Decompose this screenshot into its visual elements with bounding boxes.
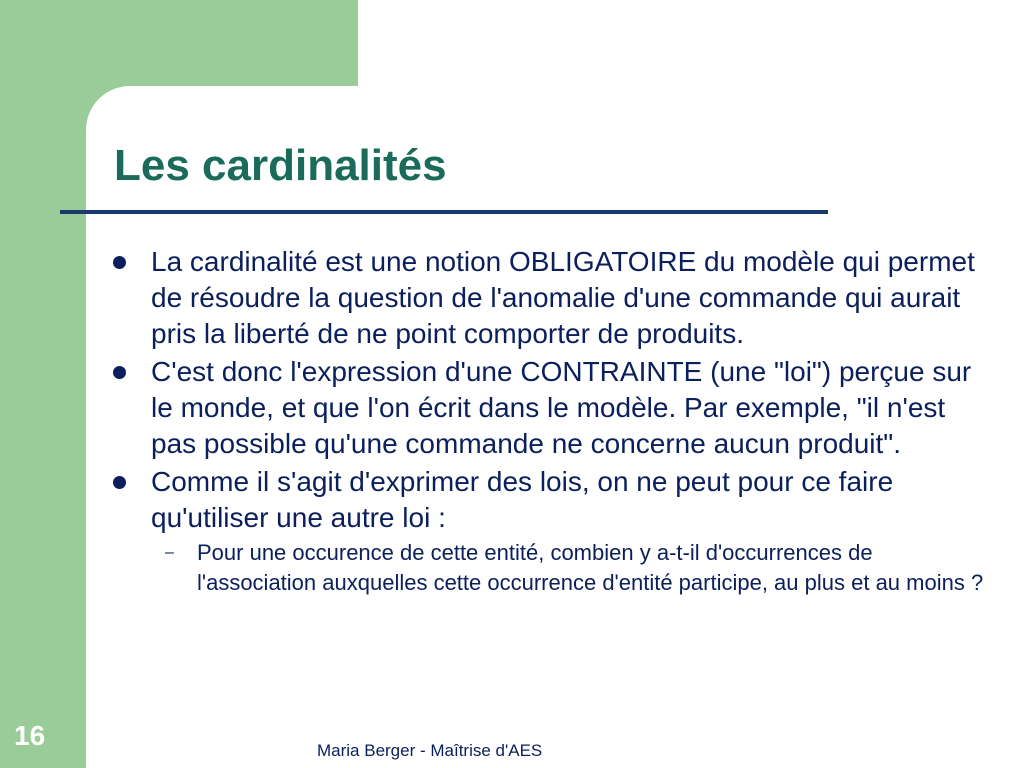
bullet-item	[110, 354, 990, 462]
slide-title: Les cardinalités	[114, 141, 447, 190]
sub-bullet-group	[110, 538, 990, 598]
dash-icon: –	[165, 544, 174, 561]
bullet-item	[110, 464, 990, 536]
bullet-text: Comme il s'agit d'exprimer des lois, on ne peut pour ce faire qu'utiliser une autre loi :	[151, 466, 894, 533]
bullet-dot-icon	[113, 366, 126, 379]
bullet-dot-icon	[113, 476, 126, 489]
bullet-text: La cardinalité est une notion OBLIGATOIRE du modèle qui permet de résoudre la question de l'anomalie d'une commande qui aurait pris la liberté de ne point comporter de produits.	[151, 246, 975, 349]
slide-number: 16	[14, 720, 46, 751]
bullet-dot-icon	[113, 256, 126, 269]
bullet-text: C'est donc l'expression d'une CONTRAINTE (une "loi") perçue sur le monde, et que l'on écrit dans le modèle. Par exemple, "il n'est pas possible qu'une commande ne concerne aucun produit".	[151, 356, 972, 459]
title-underline	[60, 210, 828, 214]
sub-bullet-text: Pour une occurence de cette entité, combien y a-t-il d'occurrences de l'association auxquelles cette occurrence d'entité participe, au plus et au moins ?	[197, 540, 984, 595]
bullet-list	[110, 244, 990, 598]
footer-text: Maria Berger - Maîtrise d'AES	[317, 741, 543, 760]
sub-bullet-item	[110, 538, 990, 598]
sub-bullet-list	[110, 538, 990, 598]
bullet-item	[110, 244, 990, 352]
